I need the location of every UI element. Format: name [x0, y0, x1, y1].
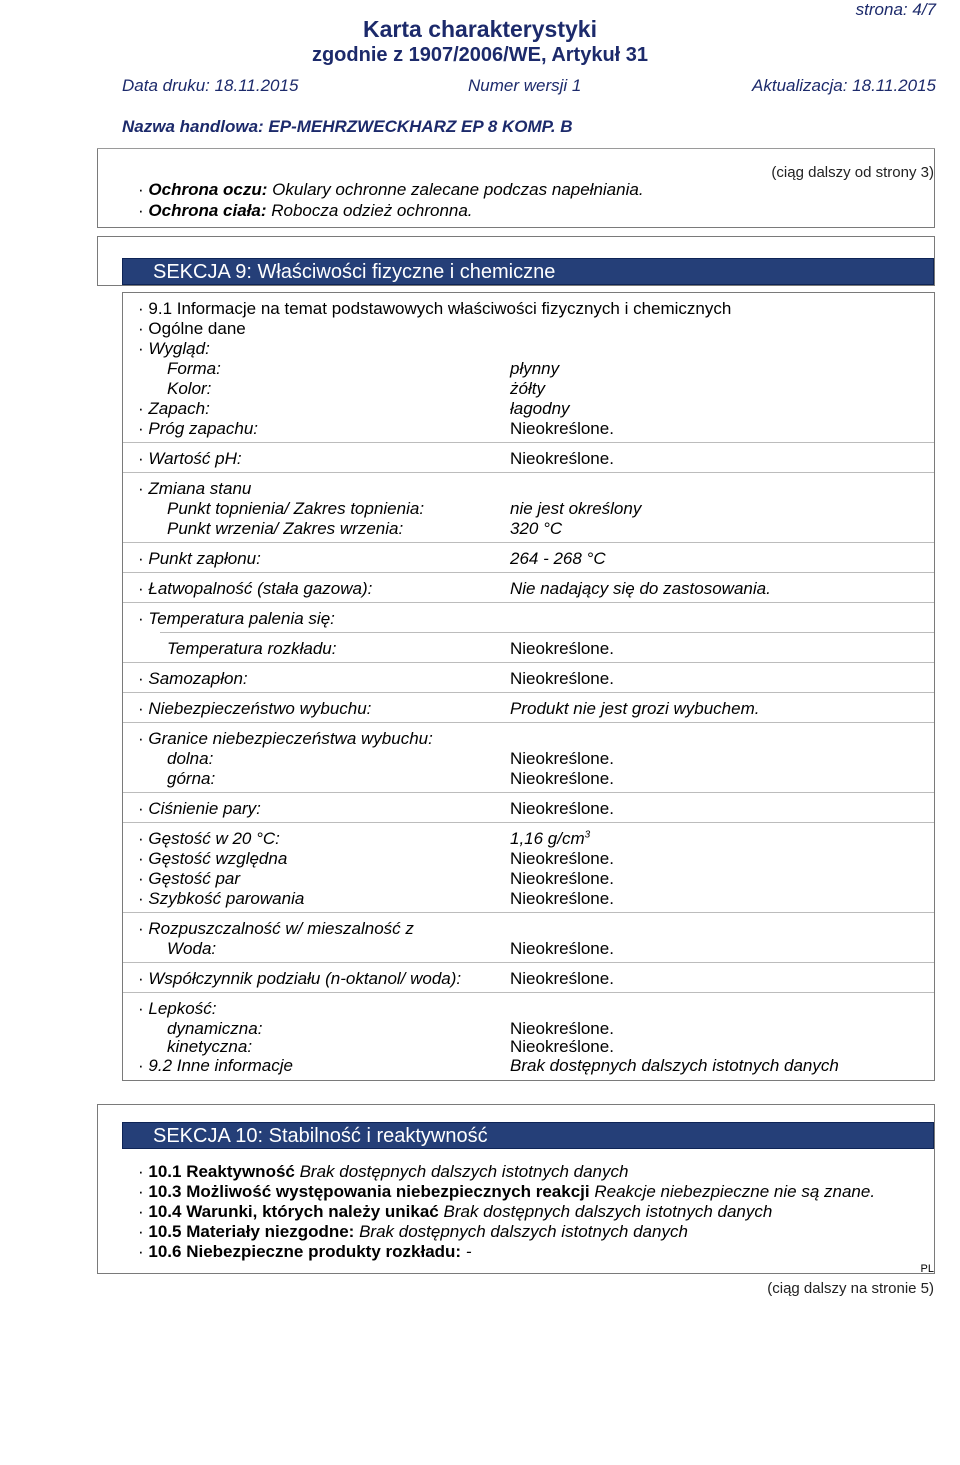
trade-name: Nazwa handlowa: EP-MEHRZWECKHARZ EP 8 KOMP. B	[122, 117, 573, 136]
partition-coefficient-label: · Współczynnik podziału (n-oktanol/ woda):	[138, 969, 461, 989]
version-number: Numer wersji 1	[468, 76, 582, 95]
explosion-hazard-label: · Niebezpieczeństwo wybuchu:	[138, 699, 371, 719]
explosion-limits-label: · Granice niebezpieczeństwa wybuchu:	[138, 729, 433, 749]
body-protection-value: Robocza odzież ochronna.	[271, 201, 473, 220]
boiling-point-value: 320 °C	[510, 519, 563, 538]
eye-protection-label: · Ochrona oczu:	[138, 180, 267, 199]
row-separator	[123, 572, 934, 573]
lower-limit-value: Nieokreślone.	[510, 749, 614, 768]
evaporation-rate-value: Nieokreślone.	[510, 889, 614, 908]
ph-value: Nieokreślone.	[510, 449, 614, 468]
boiling-point-label: Punkt wrzenia/ Zakres wrzenia:	[167, 519, 404, 538]
partition-coefficient-value: Nieokreślone.	[510, 969, 614, 988]
vapor-pressure-value: Nieokreślone.	[510, 799, 614, 818]
row-separator	[123, 542, 934, 543]
eye-protection	[138, 180, 644, 200]
section10-title: SEKCJA 10: Stabilność i reaktywność	[153, 1125, 488, 1147]
body-protection-label: · Ochrona ciała:	[138, 201, 267, 220]
eye-protection-value: Okulary ochronne zalecane podczas napełniania.	[272, 180, 644, 199]
other-information-label: · 9.2 Inne informacje	[138, 1056, 293, 1076]
row-separator	[160, 632, 934, 633]
reactivity: · 10.1 Reaktywność Brak dostępnych dalszych istotnych danych	[138, 1162, 628, 1182]
continuation-from: (ciąg dalszy od strony 3)	[771, 164, 934, 181]
row-separator	[123, 442, 934, 443]
vapor-density-value: Nieokreślone.	[510, 869, 614, 888]
color-label: Kolor:	[167, 379, 212, 398]
row-separator	[123, 962, 934, 963]
body-protection	[138, 201, 473, 221]
vapor-density-label: · Gęstość par	[138, 869, 240, 889]
odor-threshold-value: Nieokreślone.	[510, 419, 614, 438]
lower-limit-label: dolna:	[167, 749, 214, 768]
decomposition-temperature-label: Temperatura rozkładu:	[167, 639, 337, 658]
decomposition-temperature-value: Nieokreślone.	[510, 639, 614, 658]
row-separator	[123, 722, 934, 723]
self-ignition-label: · Samozapłon:	[138, 669, 248, 689]
vapor-pressure-label: · Ciśnienie pary:	[138, 799, 261, 819]
water-solubility-label: Woda:	[167, 939, 217, 958]
decomposition-products: · 10.6 Niebezpieczne produkty rozkładu: -	[138, 1242, 472, 1262]
density-label: · Gęstość w 20 °C:	[138, 829, 280, 849]
row-separator	[123, 992, 934, 993]
solubility-label: · Rozpuszczalność w/ mieszalność z	[138, 919, 414, 939]
self-ignition-value: Nieokreślone.	[510, 669, 614, 688]
print-date: Data druku: 18.11.2015	[122, 76, 299, 95]
dynamic-viscosity-value: Nieokreślone.	[510, 1019, 614, 1038]
other-information-value: Brak dostępnych dalszych istotnych danych	[510, 1056, 839, 1075]
upper-limit-label: górna:	[167, 769, 216, 788]
density-value: 1,16 $g/cm^3$	[510, 829, 591, 848]
general-data: · Ogólne dane	[138, 319, 246, 339]
kinematic-viscosity-label: kinetyczna:	[167, 1037, 253, 1056]
appearance-heading: · Wygląd:	[138, 339, 210, 359]
dynamic-viscosity-label: dynamiczna:	[167, 1019, 263, 1038]
upper-limit-value: Nieokreślone.	[510, 769, 614, 788]
update-date: Aktualizacja: 18.11.2015	[752, 76, 936, 95]
melting-point-value: nie jest określony	[510, 499, 642, 518]
relative-density-label: · Gęstość względna	[138, 849, 287, 869]
section9-title: SEKCJA 9: Właściwości fizyczne i chemiczne	[153, 261, 556, 283]
color-value: żółty	[510, 379, 545, 398]
subsection-9-1: · 9.1 Informacje na temat podstawowych właściwości fizycznych i chemicznych	[138, 299, 731, 319]
water-solubility-value: Nieokreślone.	[510, 939, 614, 958]
row-separator	[123, 822, 934, 823]
ph-label: · Wartość pH:	[138, 449, 242, 469]
conditions-to-avoid: · 10.4 Warunki, których należy unikać Brak dostępnych dalszych istotnych danych	[138, 1202, 772, 1222]
row-separator	[123, 792, 934, 793]
form-label: Forma:	[167, 359, 221, 378]
continuation-to: (ciąg dalszy na stronie 5)	[767, 1280, 934, 1297]
document-title: Karta charakterystyki	[363, 16, 597, 42]
flammability-label: · Łatwopalność (stała gazowa):	[138, 579, 372, 599]
viscosity-label: · Lepkość:	[138, 999, 216, 1019]
odor-value: łagodny	[510, 399, 570, 418]
ignition-temperature-label: · Temperatura palenia się:	[138, 609, 335, 629]
kinematic-viscosity-value: Nieokreślone.	[510, 1037, 614, 1056]
flash-point-value: 264 - 268 °C	[510, 549, 606, 568]
odor-label: · Zapach:	[138, 399, 210, 419]
form-value: płynny	[510, 359, 560, 378]
flammability-value: Nie nadający się do zastosowania.	[510, 579, 771, 598]
flash-point-label: · Punkt zapłonu:	[138, 549, 261, 569]
document-subtitle: zgodnie z 1907/2006/WE, Artykuł 31	[311, 44, 649, 66]
hazardous-reactions: · 10.3 Możliwość występowania niebezpiecznych reakcji Reakcje niebezpieczne nie są znane.	[138, 1182, 875, 1202]
row-separator	[123, 692, 934, 693]
language-code: PL	[920, 1263, 934, 1275]
row-separator	[123, 602, 934, 603]
row-separator	[123, 912, 934, 913]
row-separator	[123, 662, 934, 663]
relative-density-value: Nieokreślone.	[510, 849, 614, 868]
melting-point-label: Punkt topnienia/ Zakres topnienia:	[167, 499, 425, 518]
explosion-hazard-value: Produkt nie jest grozi wybuchem.	[510, 699, 760, 718]
state-change-heading: · Zmiana stanu	[138, 479, 251, 499]
row-separator	[123, 472, 934, 473]
odor-threshold-label: · Próg zapachu:	[138, 419, 258, 439]
page-number: strona: 4/7	[855, 0, 936, 19]
incompatible-materials: · 10.5 Materiały niezgodne: Brak dostępnych dalszych istotnych danych	[138, 1222, 688, 1242]
evaporation-rate-label: · Szybkość parowania	[138, 889, 304, 909]
